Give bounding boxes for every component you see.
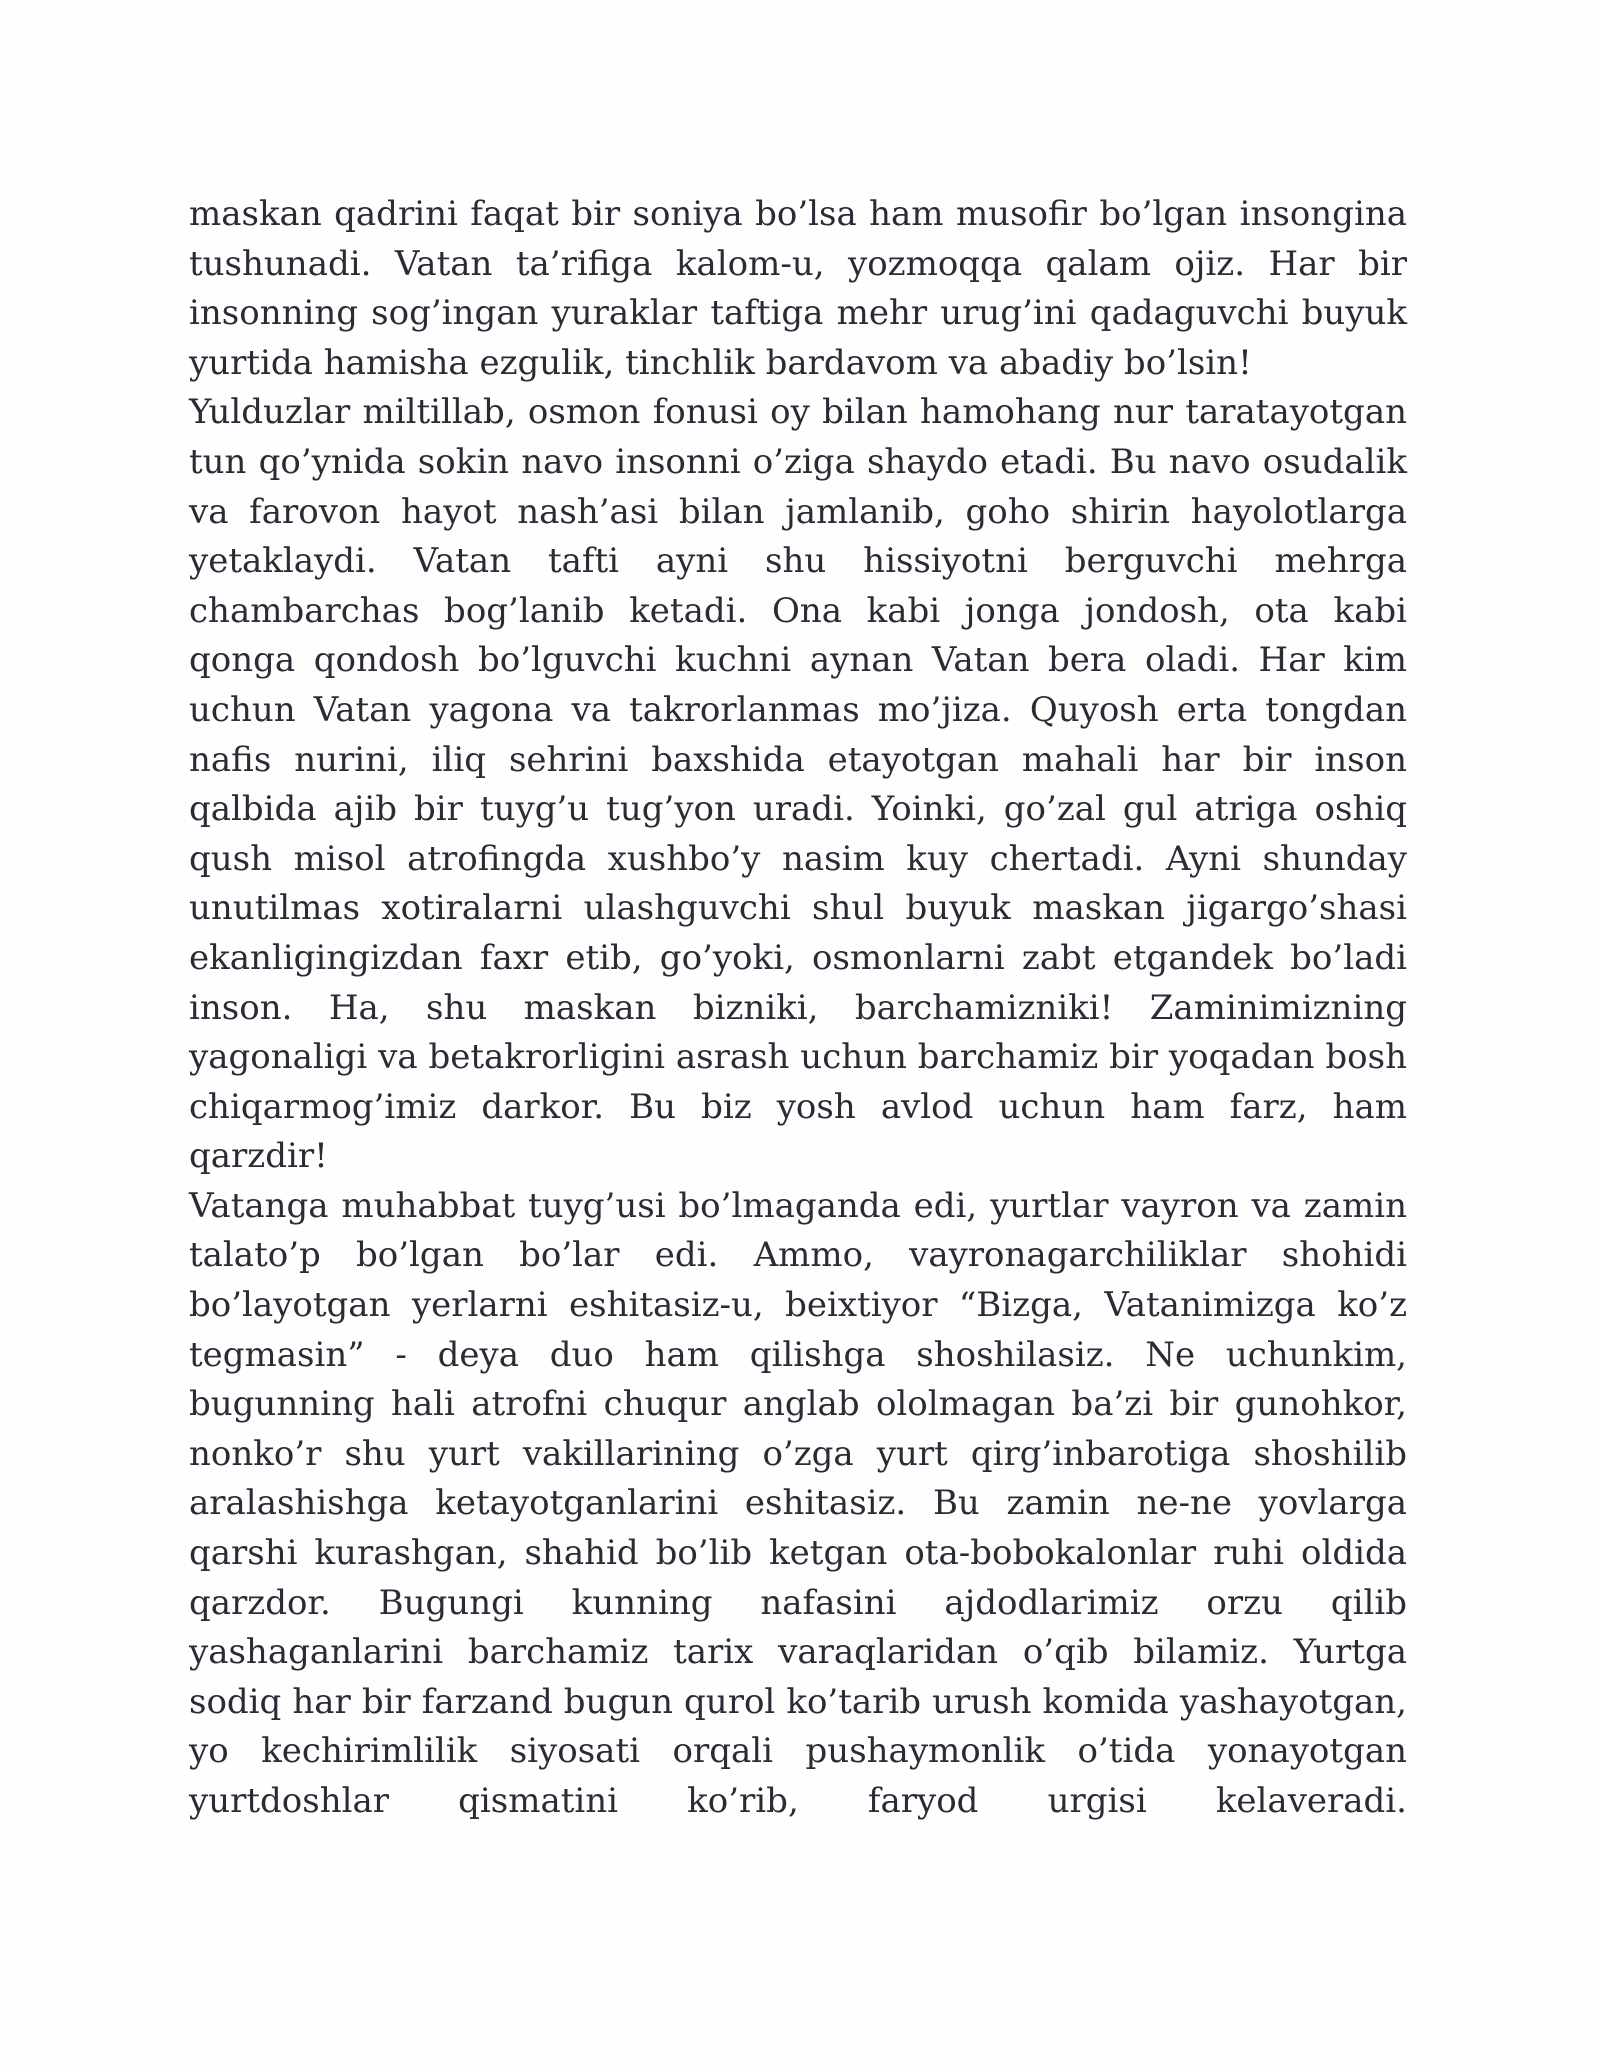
paragraph-1: maskan qadrini faqat bir soniya bo’lsa ham musofir bo’lgan insongina tushunadi. Vatan ta’rifiga kalom-u, yozmoqqa qalam ojiz. Har bir insonning sog’ingan yuraklar taftiga mehr urug’ini qadaguvchi buyuk yurtida hamisha ezgulik, tinchlik bardavom va abadiy bo’lsin! — [189, 194, 1407, 383]
paragraph-3: Vatanga muhabbat tuyg’usi bo’lmaganda edi, yurtlar vayron va zamin talato’p bo’lgan bo’lar edi. Ammo, vayronagarchiliklar shohidi bo’layotgan yerlarni eshitasiz-u, beixtiyor “Bizga, Vatanimizga ko’z tegmasin” - deya duo ham qilishga shoshilasiz. Ne uchunkim, bugunning hali atrofni chuqur anglab ololmagan ba’zi bir gunohkor, nonko’r shu yurt vakillarining o’zga yurt qirg’inbarotiga shoshilib aralashishga ketayotganlarini eshitasiz. Bu zamin ne-ne yovlarga qarshi kurashgan, shahid bo’lib ketgan ota-bobokalonlar ruhi oldida qarzdor. Bugungi kunning nafasini ajdodlarimiz orzu qilib yashaganlarini barchamiz tarix varaqlaridan o’qib bilamiz. Yurtga sodiq har bir farzand bugun qurol ko’tarib urush komida yashayotgan, yo kechirimlilik siyosati orqali pushaymonlik o’tida yonayotgan yurtdoshlar qismatini ko’rib, faryod urgisi kelaveradi. — [189, 1185, 1407, 1821]
paragraph-2: Yulduzlar miltillab, osmon fonusi oy bilan hamohang nur taratayotgan tun qo’ynida sokin navo insonni o’ziga shaydo etadi. Bu navo osudalik va farovon hayot nash’asi bilan jamlanib, goho shirin hayolotlarga yetaklaydi. Vatan tafti ayni shu hissiyotni berguvchi mehrga chambarchas bog’lanib ketadi. Ona kabi jonga jondosh, ota kabi qonga qondosh bo’lguvchi kuchni aynan Vatan bera oladi. Har kim uchun Vatan yagona va takrorlanmas mo’jiza. Quyosh erta tongdan nafis nurini, iliq sehrini baxshida etayotgan mahali har bir inson qalbida ajib bir tuyg’u tug’yon uradi. Yoinki, go’zal gul atriga oshiq qush misol atrofingda xushbo’y nasim kuy chertadi. Ayni shunday unutilmas xotiralarni ulashguvchi shul buyuk maskan jigargo’shasi ekanligingizdan faxr etib, go’yoki, osmonlarni zabt etgandek bo’ladi inson. Ha, shu maskan bizniki, barchamizniki! Zaminimizning yagonaligi va betakrorligini asrash uchun barchamiz bir yoqadan bosh chiqarmog’imiz darkor. Bu biz yosh avlod uchun ham farz, ham qarzdir! — [189, 392, 1407, 1177]
body-text — [189, 190, 1407, 1827]
